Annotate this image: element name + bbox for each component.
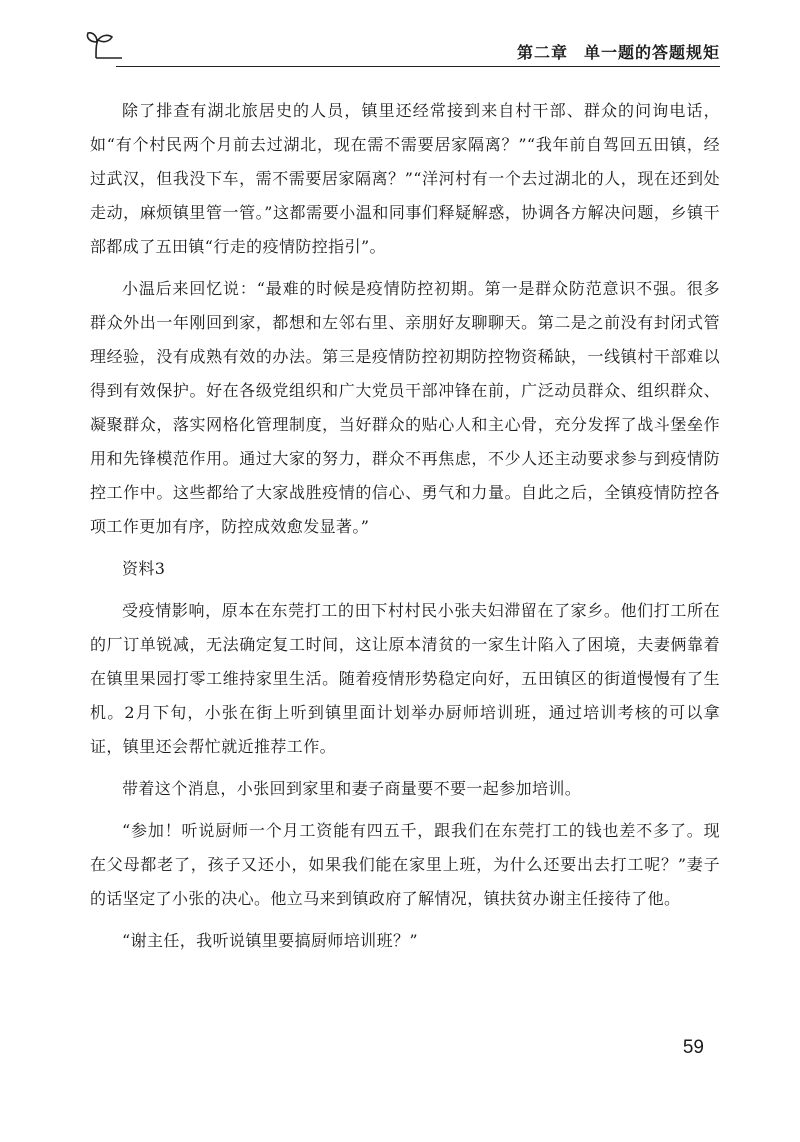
chapter-label: 第二章 — [516, 43, 568, 62]
body-text — [90, 94, 720, 966]
header-rule — [116, 66, 720, 67]
sprout-icon — [80, 28, 122, 60]
paragraph-6: “谢主任，我听说镇里要搞厨师培训班？” — [122, 931, 418, 950]
paragraph-1: 除了排查有湖北旅居史的人员，镇里还经常接到来自村干部、群众的问询电话，如“有个村民两个月前去过湖北，现在需不需要居家隔离？”“我年前自驾回五田镇，经过武汉，但我没下车，需不需要居家隔离？”“洋河村有一个去过湖北的人，现在还到处走动，麻烦镇里管一管。”这都需要小温和同事们释疑解惑，协调各方解决问题，乡镇干部都成了五田镇“行走的疫情防控指引”。 — [90, 101, 720, 256]
header-title — [511, 40, 720, 63]
paragraph-2: 小温后来回忆说：“最难的时候是疫情防控初期。第一是群众防范意识不强。很多群众外出一年刚回到家，都想和左邻右里、亲朋好友聊聊天。第二是之前没有封闭式管理经验，没有成熟有效的办法。第三是疫情防控初期防控物资稀缺，一线镇村干部难以得到有效保护。好在各级党组织和广大党员干部冲锋在前，广泛动员群众、组织群众、凝聚群众，落实网格化管理制度，当好群众的贴心人和主心骨，充分发挥了战斗堡垒作用和先锋模范作用。通过大家的努力，群众不再焦虑，不少人还主动要求参与到疫情防控工作中。这些都给了大家战胜疫情的信心、勇气和力量。自此之后，全镇疫情防控各项工作更加有序，防控成效愈发显著。” — [90, 279, 720, 536]
running-header — [80, 18, 720, 68]
material-label: 资料3 — [122, 559, 166, 578]
paragraph-4: 带着这个消息，小张回到家里和妻子商量要不要一起参加培训。 — [122, 779, 582, 798]
paragraph-3: 受疫情影响，原本在东莞打工的田下村村民小张夫妇滞留在了家乡。他们打工所在的厂订单锐减，无法确定复工时间，这让原本清贫的一家生计陷入了困境，夫妻俩靠着在镇里果园打零工维持家里生活。随着疫情形势稳定向好，五田镇区的街道慢慢有了生机。2月下旬，小张在街上听到镇里面计划举办厨师培训班，通过培训考核的可以拿证，镇里还会帮忙就近推荐工作。 — [90, 601, 720, 756]
section-title: 单一题的答题规矩 — [583, 43, 720, 62]
paragraph-5: “参加！听说厨师一个月工资能有四五千，跟我们在东莞打工的钱也差不多了。现在父母都老了，孩子又还小，如果我们能在家里上班，为什么还要出去打工呢？”妻子的话坚定了小张的决心。他立马来到镇政府了解情况，镇扶贫办谢主任接待了他。 — [90, 821, 720, 908]
page-number: 59 — [682, 1037, 704, 1058]
